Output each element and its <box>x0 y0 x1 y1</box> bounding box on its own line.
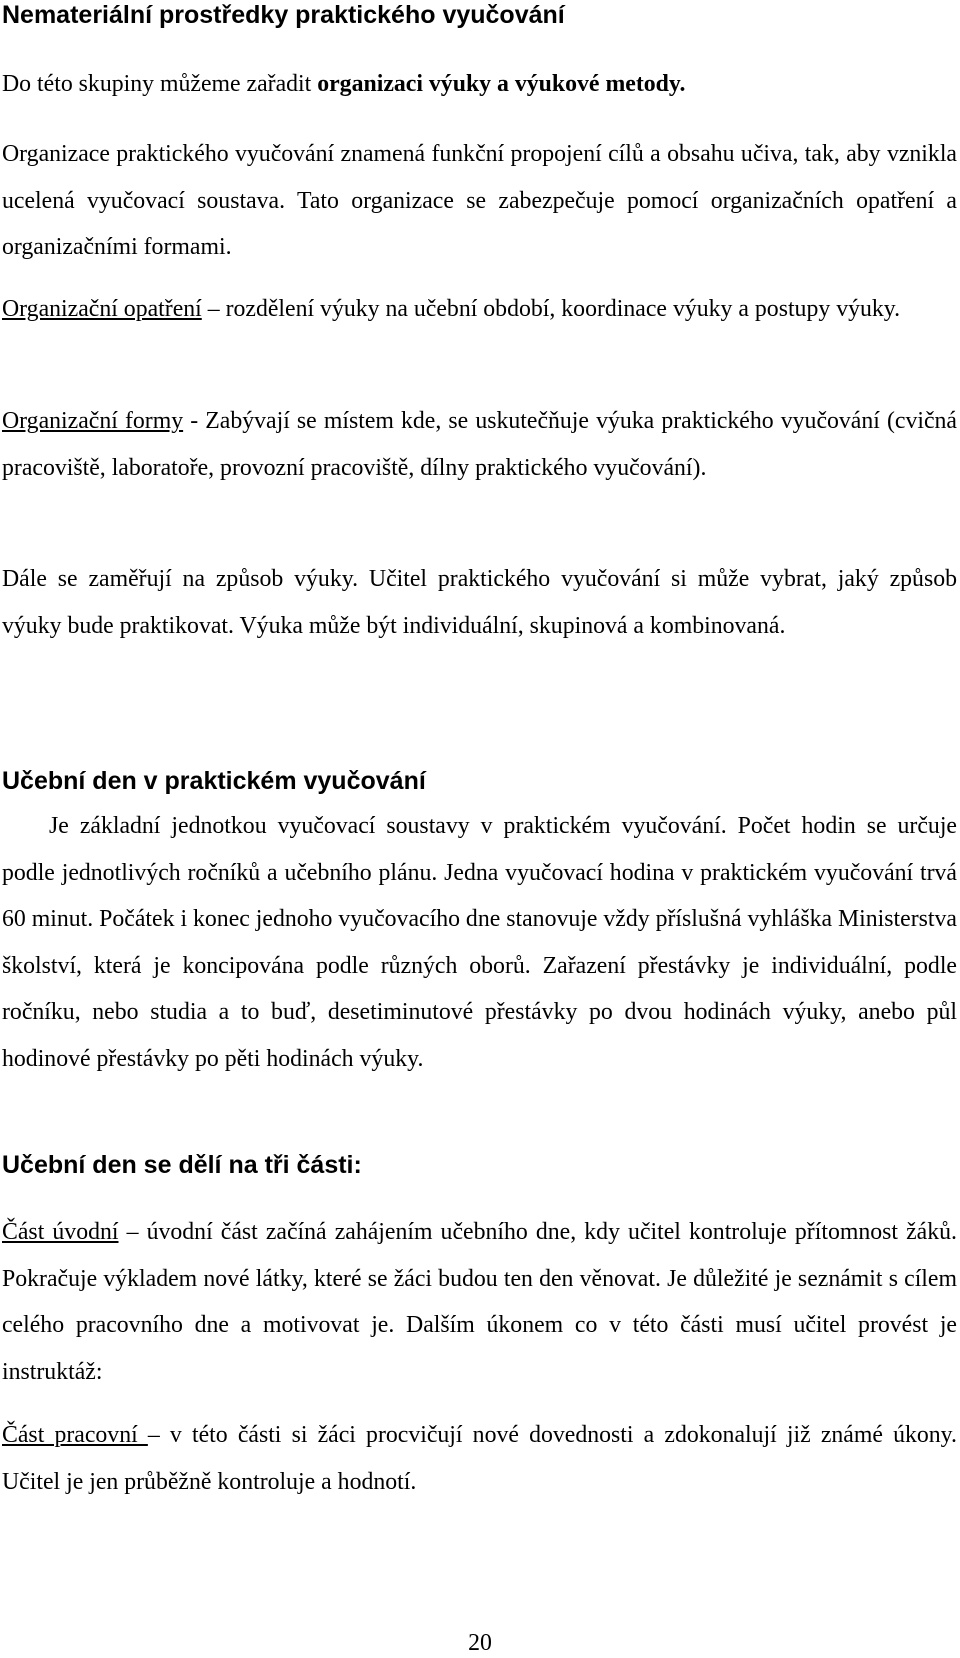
page-number: 20 <box>468 1630 492 1656</box>
text-cast-uvodni: – úvodní část začíná zahájením učebního dne, kdy učitel kontroluje přítomnost žáků. Pokračuje výkladem nové látky, které se žáci budou ten den věnovat. Je důležité je seznámit s cílem celého pracovního dne a motivovat je. Dalším úkonem co v této části musí učitel provést je instruktáž: <box>2 1219 957 1385</box>
term-cast-uvodni: Část úvodní <box>2 1219 119 1245</box>
text-formy: - Zabývají se místem kde, se uskutečňuje výuka praktického vyučování (cvičná pracoviště, laboratoře, provozní pracoviště, dílny praktického vyučování). <box>2 408 957 481</box>
paragraph-opatreni <box>2 286 957 333</box>
paragraph-cast-pracovni <box>2 1412 957 1505</box>
paragraph-dale: Dále se zaměřují na způsob výuky. Učitel praktického vyučování si může vybrat, jaký způsob výuky bude praktikovat. Výuka může být individuální, skupinová a kombinovaná. <box>2 566 957 639</box>
intro-bold: organizaci výuky a výukové metody. <box>317 71 686 97</box>
paragraph-cast-uvodni <box>2 1209 957 1395</box>
paragraph-organizace: Organizace praktického vyučování znamená funkční propojení cílů a obsahu učiva, tak, aby vznikla ucelená vyučovací soustava. Tato organizace se zabezpečuje pomocí organizačních opatření a organizačními formami. <box>2 141 957 260</box>
term-opatreni: Organizační opatření <box>2 296 202 322</box>
term-cast-pracovni: Část pracovní <box>2 1422 148 1448</box>
intro-lead: Do této skupiny můžeme zařadit <box>2 71 318 97</box>
heading-tri-casti: Učební den se dělí na tři části: <box>2 1151 362 1179</box>
term-formy: Organizační formy <box>2 408 184 434</box>
paragraph-formy <box>2 398 957 491</box>
text-opatreni: – rozdělení výuky na učební období, koordinace výuky a postupy výuky. <box>201 296 901 322</box>
heading-ucebni-den: Učební den v praktickém vyučování <box>2 767 426 795</box>
text-cast-pracovni: – v této části si žáci procvičují nové dovednosti a zdokonalují již známé úkony. Učitel je jen průběžně kontroluje a hodnotí. <box>2 1422 957 1495</box>
intro-paragraph <box>2 61 957 108</box>
paragraph-ucebni-den: Je základní jednotkou vyučovací soustavy v praktickém vyučování. Počet hodin se určuje podle jednotlivých ročníků a učebního plánu. Jedna vyučovací hodina v praktickém vyučování trvá 60 minut. Počátek i konec jednoho vyučovacího dne stanovuje vždy příslušná vyhláška Ministerstva školství, která je koncipována podle různých oborů. Zařazení přestávky je individuální, podle ročníku, nebo studia a to buď, desetiminutové přestávky po dvou hodinách výuky, anebo půl hodinové přestávky po pěti hodinách výuky. <box>2 813 957 1072</box>
heading-nematerialni: Nemateriální prostředky praktického vyučování <box>2 1 565 29</box>
